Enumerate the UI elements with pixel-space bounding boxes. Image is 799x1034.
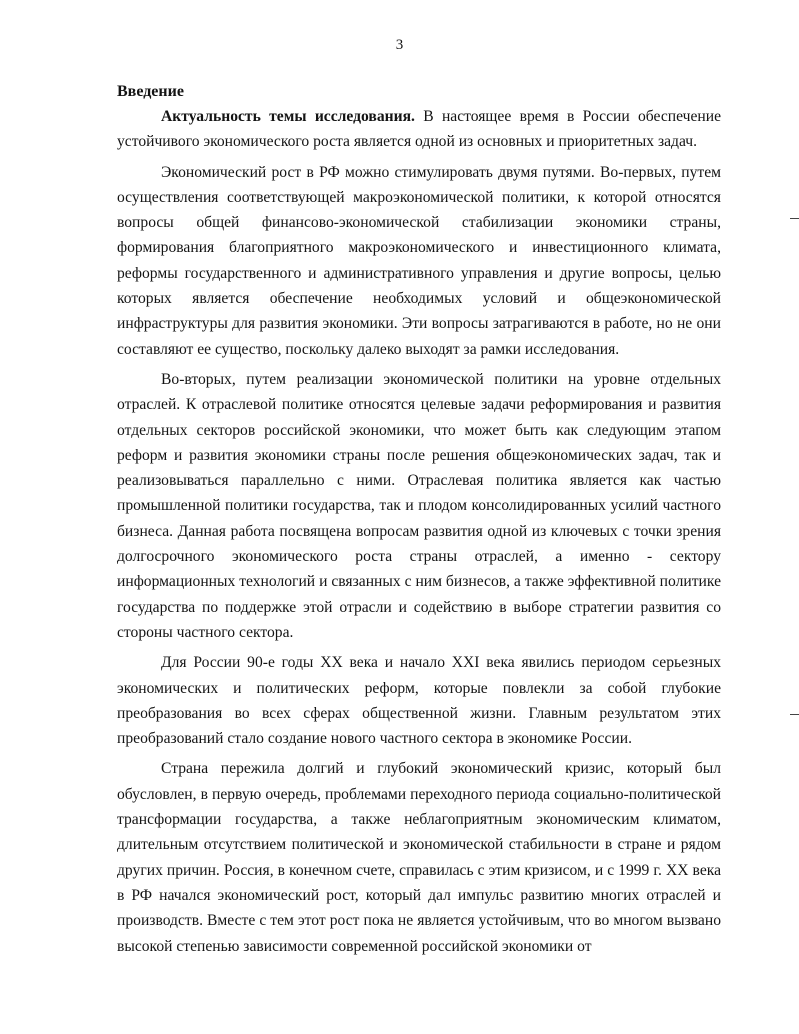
page-content: [117, 80, 721, 964]
page-number: 3: [395, 37, 404, 53]
paragraph: Страна пережила долгий и глубокий экономический кризис, который был обусловлен, в первую очередь, проблемами переходного периода социально-политической трансформации государства, а также неблагоприятным экономическим климатом, длительным отсутствием политической и экономической стабильности в стране и рядом других причин. Россия, в конечном счете, справилась с этим кризисом, и с 1999 г. XX века в РФ начался экономический рост, который дал импульс развитию многих отраслей и производств. Вместе с тем этот рост пока не является устойчивым, что во многом вызвано высокой степенью зависимости современной российской экономики от: [117, 760, 721, 955]
intro-text: В настоящее время в России обеспечение устойчивого экономического роста является одной из основных и приоритетных задач.: [117, 108, 721, 151]
section-heading: Введение: [117, 83, 184, 100]
scan-edge-mark: [790, 218, 799, 219]
paragraph: Экономический рост в РФ можно стимулировать двумя путями. Во-первых, путем осуществления соответствующей макроэкономической политики, к которой относятся вопросы общей финансово-экономической стабилизации экономики страны, формирования благоприятного макроэкономического и инвестиционного климата, реформы государственного и административного управления и другие вопросы, целью которых является обеспечение необходимых условий и общеэкономической инфраструктуры для развития экономики. Эти вопросы затрагиваются в работе, но не они составляют ее существо, поскольку далеко выходят за рамки исследования.: [117, 163, 721, 358]
intro-lead: Актуальность темы исследования.: [161, 108, 415, 125]
paragraph: Для России 90-е годы XX века и начало XXI века явились периодом серьезных экономических и политических реформ, которые повлекли за собой глубокие преобразования во всех сферах общественной жизни. Главным результатом этих преобразований стало создание нового частного сектора в экономике России.: [117, 654, 721, 748]
paragraph-intro: [117, 104, 721, 155]
paragraph: Во-вторых, путем реализации экономической политики на уровне отдельных отраслей. К отраслевой политике относятся целевые задачи реформирования и развития отдельных секторов российской экономики, что может быть как следующим этапом реформ и развития экономики страны после решения общеэкономических задач, так и реализовываться параллельно с ними. Отраслевая политика является как частью промышленной политики государства, так и плодом консолидированных усилий частного бизнеса. Данная работа посвящена вопросам развития одной из ключевых с точки зрения долгосрочного экономического роста страны отраслей, а именно - сектору информационных технологий и связанных с ним бизнесов, а также эффективной политике государства по поддержке этой отрасли и содействию в выборе стратегии развития со стороны частного сектора.: [117, 370, 721, 641]
scan-edge-mark: [790, 714, 799, 715]
